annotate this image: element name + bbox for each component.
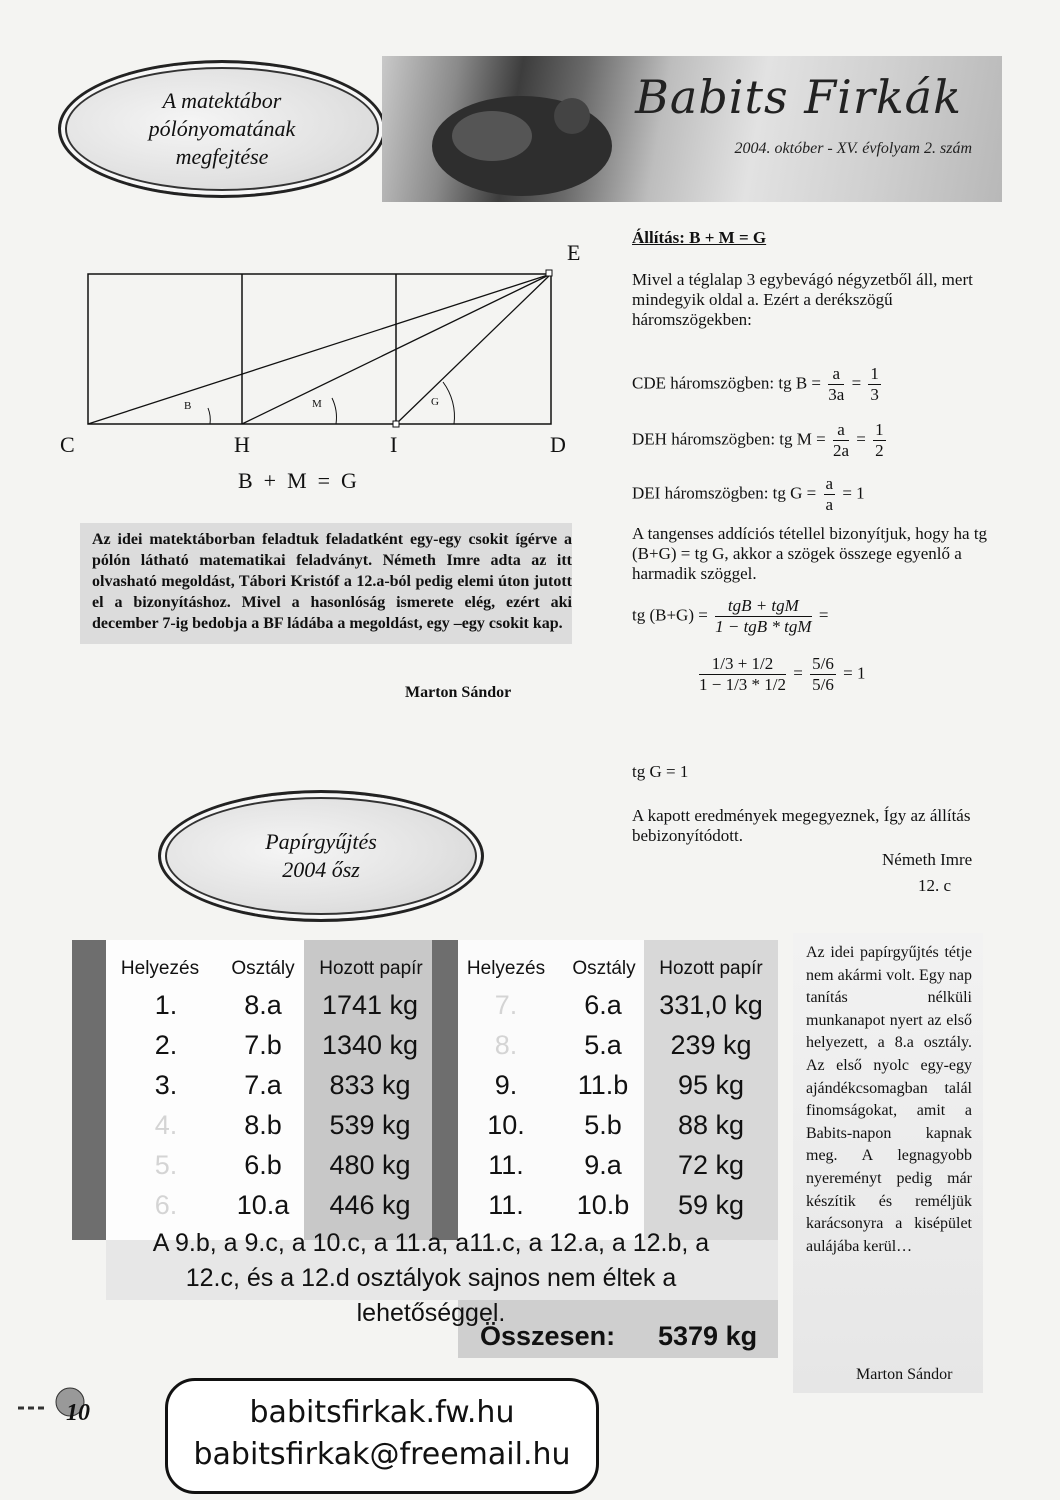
- cde-label: CDE háromszögben: tg B =: [632, 373, 822, 393]
- left-row-4-class: 8.b: [244, 1110, 282, 1140]
- right-row-6-rank: 11.: [488, 1190, 524, 1220]
- right-row-6-paper: 59 kg: [677, 1190, 745, 1220]
- paper-collection-oval: [158, 790, 484, 922]
- geometry-diagram: [60, 240, 600, 500]
- footer-contact-box: [165, 1378, 599, 1494]
- deh-result-den: 2: [875, 441, 884, 460]
- total-label: Összesen:: [480, 1321, 616, 1351]
- five-sixths-bottom: 5/6: [812, 675, 834, 694]
- cde-equation: [632, 364, 884, 405]
- dei-equation: [632, 474, 865, 515]
- contest-note: [80, 523, 572, 644]
- formula-denominator: 1 − tgB * tgM: [715, 617, 812, 636]
- deh-equals: =: [856, 429, 866, 449]
- left-row-4-rank: 4.: [154, 1110, 178, 1140]
- cde-result-den: 3: [870, 385, 879, 404]
- article-title-oval: [58, 60, 386, 198]
- deh-equation: [632, 420, 889, 461]
- deh-label: DEH háromszögben: tg M =: [632, 429, 826, 449]
- compound-bottom: 1 − 1/3 * 1/2: [699, 675, 787, 694]
- deh-result-num: 1: [875, 420, 884, 439]
- deh-denominator: 2a: [832, 441, 850, 460]
- left-row-1-class: 8.a: [244, 990, 282, 1020]
- right-row-3-rank: 9.: [494, 1070, 518, 1100]
- cde-numerator: a: [828, 364, 844, 385]
- proof-conclusion: A kapott eredmények megegyeznek, Így az állítás bebizonyítódott.: [632, 806, 971, 845]
- right-row-5-paper: 72 kg: [677, 1150, 745, 1180]
- paper-title-line-2: 2004 ősz: [282, 857, 360, 882]
- cde-result-num: 1: [870, 364, 879, 383]
- left-row-4-paper: 539 kg: [329, 1110, 411, 1140]
- angle-label-G: G: [431, 396, 439, 408]
- left-row-5-rank: 5.: [154, 1150, 178, 1180]
- label-I: I: [390, 432, 398, 457]
- left-row-3-paper: 833 kg: [329, 1070, 411, 1100]
- email-link[interactable]: babitsfirkak@freemail.hu: [193, 1437, 571, 1472]
- left-header-rank: Helyezés: [120, 958, 200, 979]
- proof-claim: Állítás: B + M = G: [632, 228, 767, 247]
- left-row-3-rank: 3.: [154, 1070, 178, 1100]
- cde-result-fraction: [868, 364, 881, 405]
- left-header-paper: Hozott papír: [319, 958, 423, 979]
- formula-fraction: [715, 596, 811, 637]
- formula-equals: =: [818, 605, 829, 625]
- angle-label-M: M: [312, 398, 322, 410]
- compound-result: = 1: [843, 663, 866, 683]
- missing-classes-text: [86, 1226, 776, 1331]
- proof-intro: Mivel a téglalap 3 egybevágó négyzetből áll, mert mindegyik oldal a. Ezért a derékszögű háromszögekben:: [632, 270, 973, 329]
- page-corner-decoration: [8, 1378, 118, 1428]
- website-link[interactable]: babitsfirkak.fw.hu: [249, 1395, 515, 1430]
- right-row-4-rank: 10.: [487, 1110, 525, 1140]
- note-author: Marton Sándor: [405, 684, 512, 701]
- right-row-3-paper: 95 kg: [677, 1070, 745, 1100]
- missing-line-1: A 9.b, a 9.c, a 10.c, a 11.a, a11.c, a 12.a, a 12.b, a: [152, 1229, 710, 1257]
- missing-line-2: 12.c, és a 12.d osztályok sajnos nem éltek a: [185, 1264, 677, 1292]
- left-row-5-class: 6.b: [244, 1150, 282, 1180]
- right-header-rank: Helyezés: [466, 958, 546, 979]
- missing-line-3: lehetőséggel.: [356, 1299, 506, 1327]
- dei-fraction: [824, 474, 836, 515]
- dei-numerator: a: [825, 474, 834, 493]
- left-rank-bar: [72, 940, 106, 1240]
- cde-denominator: 3a: [828, 385, 845, 404]
- banner-subtitle: 2004. október - XV. évfolyam 2. szám: [734, 140, 972, 157]
- proof-author-class: 12. c: [918, 876, 952, 895]
- newspaper-banner: [382, 56, 1002, 202]
- addition-theorem-text: A tangenses addíciós tétellel bizonyítjuk, hogy ha tg (B+G) = tg G, akkor a szögek összege egyenlő a harmadik szöggel.: [632, 524, 988, 583]
- right-row-5-class: 9.a: [584, 1150, 622, 1180]
- label-H: H: [234, 432, 250, 457]
- paper-collection-table: [72, 940, 778, 1360]
- right-row-2-rank: 8.: [494, 1030, 518, 1060]
- right-rank-bar: [432, 940, 458, 1240]
- right-header-class: Osztály: [572, 958, 636, 979]
- right-row-1-paper: 331,0 kg: [659, 990, 763, 1020]
- dei-label: DEI háromszögben: tg G =: [632, 483, 817, 503]
- angle-label-B: B: [184, 400, 192, 412]
- tg-G-result: tg G = 1: [632, 762, 689, 781]
- right-row-4-paper: 88 kg: [677, 1110, 745, 1140]
- cde-fraction: [828, 364, 844, 405]
- right-row-5-rank: 11.: [488, 1150, 524, 1180]
- left-row-3-class: 7.a: [244, 1070, 282, 1100]
- cde-equals: =: [851, 373, 862, 393]
- label-D: D: [550, 432, 566, 457]
- proof-author: Németh Imre: [882, 850, 973, 869]
- right-header-paper: Hozott papír: [659, 958, 763, 979]
- dei-denominator: a: [825, 495, 834, 514]
- right-row-3-class: 11.b: [577, 1070, 629, 1100]
- left-row-5-paper: 480 kg: [329, 1150, 411, 1180]
- left-row-6-rank: 6.: [154, 1190, 178, 1220]
- sidebox-author: Marton Sándor: [856, 1366, 953, 1383]
- left-row-1-rank: 1.: [154, 990, 178, 1020]
- formula-label: tg (B+G) =: [632, 605, 708, 625]
- deh-fraction: [833, 420, 849, 461]
- right-row-1-class: 6.a: [584, 990, 622, 1020]
- equation-B-M-G: B + M = G: [238, 468, 357, 493]
- article-title-line-2: pólónyomatának: [148, 116, 296, 141]
- left-row-1-paper: 1741 kg: [321, 990, 419, 1020]
- right-row-1-rank: 7.: [494, 990, 518, 1020]
- label-E: E: [567, 240, 581, 265]
- article-title-line-3: megfejtése: [175, 144, 269, 169]
- compound-fraction: $\frac{1/3 + 1/2}{1 - 1/3 * 1/2}$ = $\frac{5/6}{5/6}$ = 1: [699, 654, 866, 694]
- formula-numerator: tgB + tgM: [715, 596, 811, 617]
- compound-fraction-main: [699, 654, 786, 695]
- right-row-4-class: 5.b: [584, 1110, 622, 1140]
- banner-illustration: [422, 76, 622, 196]
- left-row-2-paper: 1340 kg: [321, 1030, 419, 1060]
- page-number: 10: [66, 1400, 90, 1426]
- banner-title: Babits Firkák: [635, 70, 962, 124]
- left-header-class: Osztály: [231, 958, 295, 979]
- left-row-6-class: 10.a: [236, 1190, 290, 1220]
- left-row-6-paper: 446 kg: [329, 1190, 411, 1220]
- dei-result: = 1: [842, 483, 865, 503]
- five-sixths-fraction: [810, 654, 836, 695]
- right-row-2-paper: 239 kg: [670, 1030, 752, 1060]
- contest-note-text: Az idei matektáborban feladtuk feladatként egy-egy csokit ígérve a pólón látható matematikai feladványt. Németh Imre adta az itt olvasható megoldást, Tábori Kristóf a 12.a-ból pedig elemi úton jutott el a bizonyításhoz. Mivel a hasonlóság ismerete elég, ezért aki december 7-ig bedobja a BF ládába a megoldást, egy –egy csokit kap.: [92, 531, 572, 632]
- left-row-2-rank: 2.: [154, 1030, 178, 1060]
- deh-numerator: a: [833, 420, 849, 441]
- total-value: 5379 kg: [658, 1321, 758, 1351]
- left-row-2-class: 7.b: [244, 1030, 282, 1060]
- tangent-addition-formula: [632, 596, 828, 637]
- article-title-line-1: A matektábor: [162, 88, 282, 113]
- right-row-6-class: 10.b: [576, 1190, 630, 1220]
- right-row-2-class: 5.a: [584, 1030, 622, 1060]
- label-C: C: [60, 432, 75, 457]
- paper-title-line-1: Papírgyűjtés: [265, 829, 377, 854]
- deh-result-fraction: [873, 420, 886, 461]
- compound-top: 1/3 + 1/2: [699, 654, 786, 675]
- five-sixths-top: 5/6: [812, 654, 834, 673]
- sidebox-text: Az idei papírgyűjtés tétje nem akármi volt. Egy nap tanítás nélküli munkanapot nyert az első helyezett, a 8.a osztály. Az első nyolc egy-egy ajándékcsomagban talál finomságokat, amit a Babits-napon kapnak meg. A legnagyobb nyereményt pedig már készítik és reméljük karácsonyra a kisépület aulájába kerül…: [806, 944, 972, 1255]
